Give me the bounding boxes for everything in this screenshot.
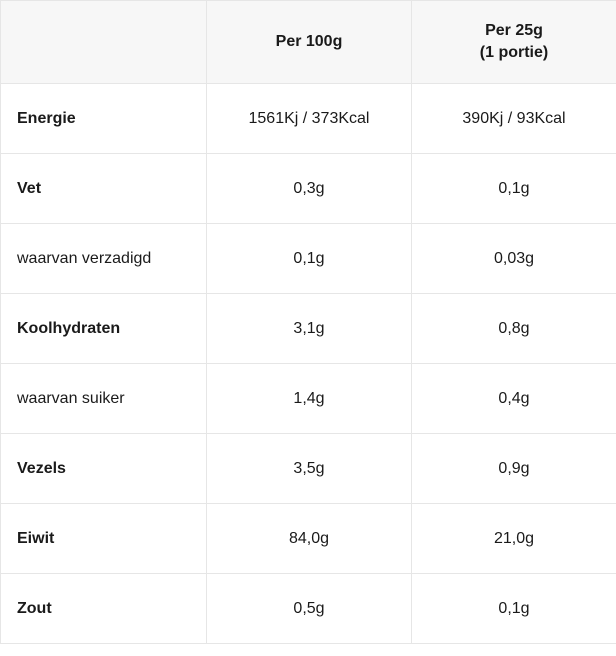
table-header-row	[1, 1, 616, 84]
table-row	[1, 434, 616, 504]
table-row	[1, 84, 616, 154]
row-label-vezels: Vezels	[1, 434, 207, 504]
column-header-per-100g: Per 100g	[207, 1, 412, 84]
column-header-per-25g-line2: (1 portie)	[479, 44, 549, 61]
column-header-nutrient	[1, 1, 207, 84]
row-label-eiwit: Eiwit	[1, 504, 207, 574]
row-label-vet: Vet	[1, 154, 207, 224]
row-label-waarvan-suiker: waarvan suiker	[1, 364, 207, 434]
row-value-eiwit-per-25g: 21,0g	[412, 504, 616, 574]
row-label-zout: Zout	[1, 574, 207, 644]
row-value-vet-per-100g: 0,3g	[207, 154, 412, 224]
row-value-eiwit-per-100g: 84,0g	[207, 504, 412, 574]
row-value-vezels-per-25g: 0,9g	[412, 434, 616, 504]
row-value-koolhydraten-per-25g: 0,8g	[412, 294, 616, 364]
row-value-vet-per-25g: 0,1g	[412, 154, 616, 224]
table-row	[1, 224, 616, 294]
row-value-energie-per-100g: 1561Kj / 373Kcal	[207, 84, 412, 154]
table-row	[1, 364, 616, 434]
row-value-koolhydraten-per-100g: 3,1g	[207, 294, 412, 364]
table-row	[1, 154, 616, 224]
row-value-waarvan-suiker-per-25g: 0,4g	[412, 364, 616, 434]
table-row	[1, 504, 616, 574]
row-label-energie: Energie	[1, 84, 207, 154]
row-value-zout-per-100g: 0,5g	[207, 574, 412, 644]
row-value-waarvan-verzadigd-per-100g: 0,1g	[207, 224, 412, 294]
table-header	[1, 1, 616, 84]
table-body	[1, 84, 616, 644]
column-header-per-25g	[412, 1, 616, 84]
row-label-koolhydraten: Koolhydraten	[1, 294, 207, 364]
row-value-waarvan-verzadigd-per-25g: 0,03g	[412, 224, 616, 294]
table-row	[1, 294, 616, 364]
row-value-vezels-per-100g: 3,5g	[207, 434, 412, 504]
table-row	[1, 574, 616, 644]
column-header-per-25g-line1: Per 25g	[485, 22, 543, 40]
row-value-waarvan-suiker-per-100g: 1,4g	[207, 364, 412, 434]
row-value-energie-per-25g: 390Kj / 93Kcal	[412, 84, 616, 154]
row-value-zout-per-25g: 0,1g	[412, 574, 616, 644]
row-label-waarvan-verzadigd: waarvan verzadigd	[1, 224, 207, 294]
